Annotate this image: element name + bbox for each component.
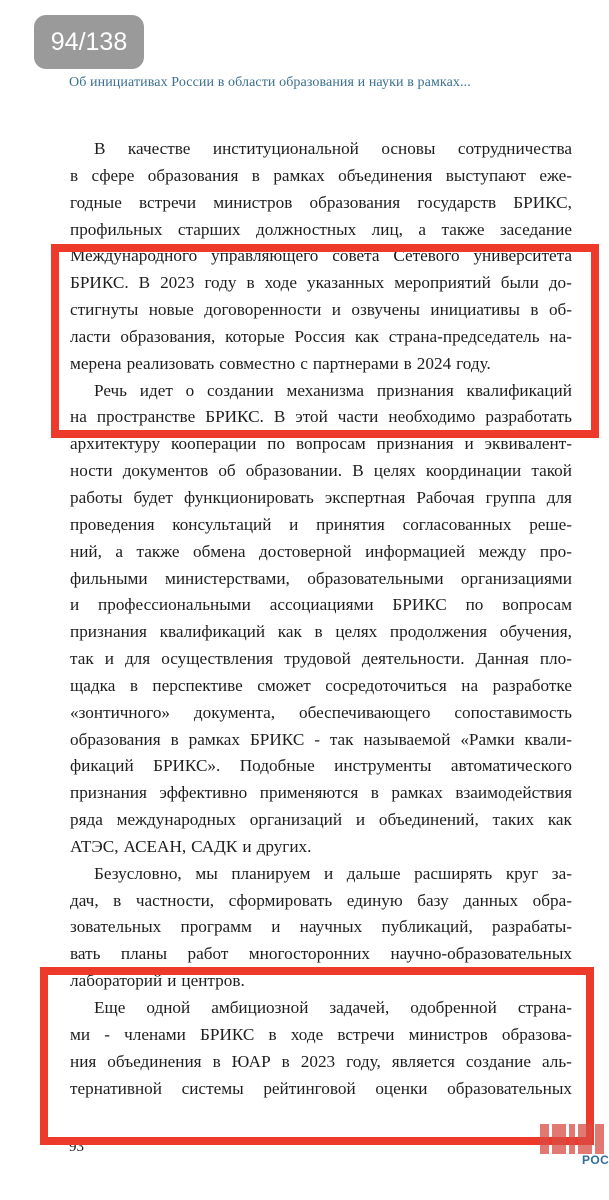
text-line: тернативной системы рейтинговой оценки образовательных [70, 1078, 572, 1098]
highlight-box-1 [51, 244, 599, 438]
text-line: так и для осуществления трудовой деятельности. Данная пло- [70, 649, 572, 669]
text-line: работы будет функционировать экспертная Рабочая группа для [70, 487, 572, 507]
text-line: ряда международных организаций и объединений, таких как [70, 810, 572, 830]
text-line: образования в рамках БРИКС - так называемой «Рамки квали- [70, 729, 572, 749]
text-line: годные встречи министров образования государств БРИКС, [70, 192, 572, 212]
text-line: фикаций БРИКС». Подобные инструменты автоматического [70, 756, 572, 776]
text-line: Международного управляющего совета Сетевого университета [70, 246, 572, 266]
text-line: проведения консультаций и принятия согласованных реше- [70, 514, 572, 534]
text-line: на пространстве БРИКС. В этой части необходимо разработать [70, 407, 572, 427]
text-line: ния объединения в ЮАР в 2023 году, является создание аль- [70, 1051, 572, 1071]
text-line: фильными министерствами, образовательными организациями [70, 568, 572, 588]
text-line: В качестве институциональной основы сотрудничества [94, 139, 572, 158]
text-line: БРИКС. В 2023 году в ходе указанных мероприятий были до- [70, 273, 572, 293]
logo-mark-icon [540, 1124, 604, 1154]
text-line: признания эффективно применяются в рамках взаимодействия [70, 783, 572, 803]
text-line: вать планы работ многосторонних научно-образовательных [70, 944, 572, 964]
text-line: ми - членами БРИКС в ходе встречи министров образова- [70, 1024, 572, 1044]
text-line: профильных старших должностных лиц, а также заседание [70, 219, 572, 239]
text-line: Безусловно, мы планируем и дальше расширять круг за- [94, 863, 572, 883]
page-number: 93 [69, 1139, 84, 1155]
text-line: АТЭС, АСЕАН, САДК и других. [70, 836, 312, 856]
text-line: «зонтичного» документа, обеспечивающего сопоставимость [70, 702, 572, 722]
highlight-box-2 [40, 967, 594, 1145]
page-counter-badge: 94/138 [34, 15, 144, 69]
running-header: Об инициативах России в области образования и науки в рамках... [69, 75, 471, 90]
brics-logo [540, 1124, 609, 1168]
text-line: щадка в перспективе сможет сосредоточиться на разработке [70, 675, 572, 695]
text-line: в сфере образования в рамках объединения выступают еже- [70, 165, 572, 185]
text-line: ний, а также обмена достоверной информацией между про- [70, 541, 572, 561]
text-line: лабораторий и центров. [70, 971, 245, 991]
text-line: Речь идет о создании механизма признания квалификаций [94, 380, 572, 400]
logo-text: РОС [582, 1153, 609, 1167]
text-line: ласти образования, которые Россия как страна-председатель на- [70, 326, 572, 346]
text-line: мерена реализовать совместно с партнерами в 2024 году. [70, 353, 491, 373]
text-line: архитектуру кооперации по вопросам признания и эквивалент- [70, 434, 572, 454]
text-line: Еще одной амбициозной задачей, одобренной страна- [94, 998, 572, 1017]
text-line: и профессиональными ассоциациями БРИКС по вопросам [70, 595, 572, 615]
text-line: зовательных программ и научных публикаций, разрабаты- [70, 917, 572, 937]
text-line: стигнуты новые договоренности и озвучены инициативы в об- [70, 300, 572, 320]
text-line: ности документов об образовании. В целях координации такой [70, 461, 572, 481]
text-line: дач, в частности, сформировать единую базу данных обра- [70, 890, 572, 910]
text-line: признания квалификаций как в целях продолжения обучения, [70, 622, 572, 642]
